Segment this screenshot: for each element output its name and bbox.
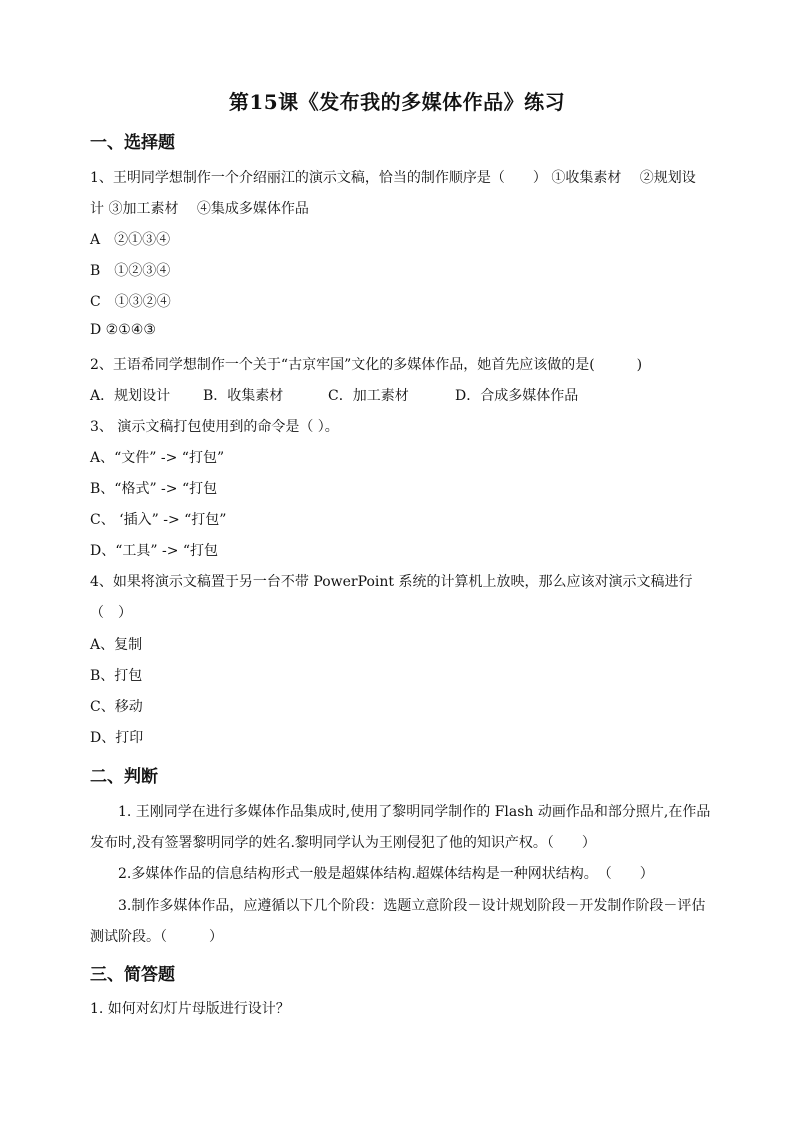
question-2-option-d: D．合成多媒体作品 [455,388,579,404]
question-2-option-a: A．规划设计 [90,388,171,404]
section-heading-short-answer: 三、简答题 [90,965,175,985]
question-4-line-2: （ ） [90,605,132,621]
question-1-line-2: 计 ③加工素材 ④集成多媒体作品 [90,201,309,217]
question-2-option-b: B．收集素材 [203,388,284,404]
question-4-option-c: C、移动 [90,699,143,715]
question-4-line-1: 4、如果将演示文稿置于另一台不带 PowerPoint 系统的计算机上放映，那么应该对演示文稿进行 [90,574,693,590]
question-1-line-1: 1、王明同学想制作一个介绍丽江的演示文稿，恰当的制作顺序是（ ） ①收集素材 ②规划设 [90,170,696,186]
judge-2-line-1: 2.多媒体作品的信息结构形式一般是超媒体结构.超媒体结构是一种网状结构。 （ ） [118,866,654,882]
section-heading-choice: 一、选择题 [90,133,175,153]
judge-3-line-1: 3.制作多媒体作品，应遵循以下几个阶段：选题立意阶段－设计规划阶段－开发制作阶段－评估 [118,898,706,914]
question-1-option-c: C ①③②④ [90,294,171,310]
question-3-option-a: A、“文件” -> “打包” [90,450,225,466]
question-1-option-b: B ①②③④ [90,263,171,279]
page-title: 第15课《发布我的多媒体作品》练习 [228,90,566,114]
question-3-option-d: D、“工具” -> “打包 [90,543,219,559]
judge-3-line-2: 测试阶段。（ ） [90,929,223,945]
question-3-line-1: 3、 演示文稿打包使用到的命令是（ ）。 [90,419,339,435]
question-2-options [90,385,578,405]
question-3-option-c: C、 ‘插入” -> “打包” [90,512,227,528]
question-4-option-a: A、复制 [90,637,143,653]
question-4-option-b: B、打包 [90,668,143,684]
judge-1-line-1: 1. 王刚同学在进行多媒体作品集成时,使用了黎明同学制作的 Flash 动画作品和部分照片,在作品 [118,804,711,820]
judge-1-line-2: 发布时,没有签署黎明同学的姓名.黎明同学认为王刚侵犯了他的知识产权。（ ） [90,835,596,851]
question-1-option-d: D ②①④③ [90,322,156,338]
question-3-option-b: B、“格式” -> “打包 [90,481,218,497]
question-2-option-c: C．加工素材 [328,388,409,404]
short-answer-1: 1. 如何对幻灯片母版进行设计？ [90,1001,290,1017]
question-4-option-d: D、打印 [90,730,144,746]
section-heading-judge: 二、判断 [90,767,158,787]
question-2-line-1: 2、王语希同学想制作一个关于“古京牢国”文化的多媒体作品，她首先应该做的是( ) [90,357,643,373]
question-1-option-a: A ②①③④ [90,232,171,248]
